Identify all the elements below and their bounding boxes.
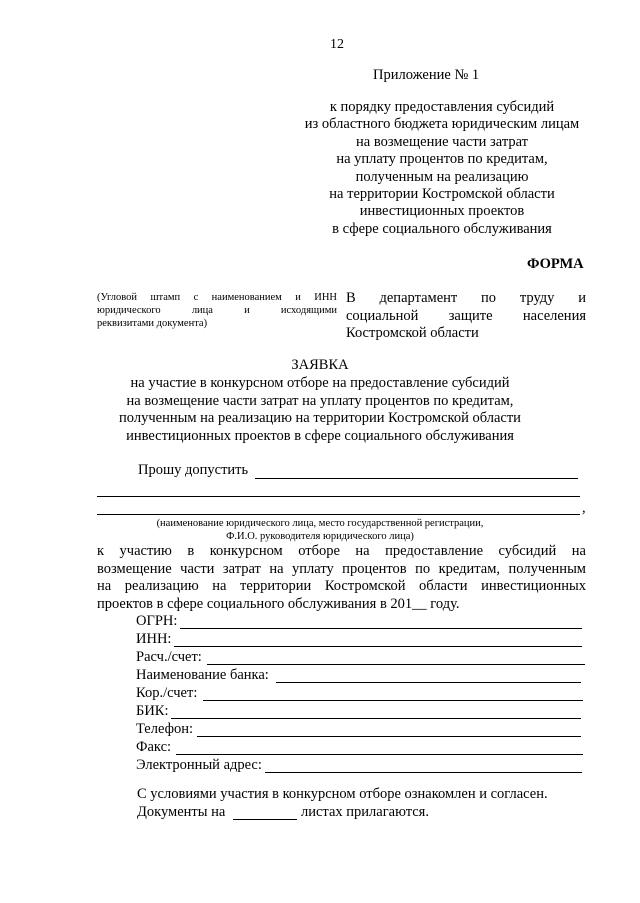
appendix-line: к порядку предоставления субсидий [329,99,555,115]
subtitle-line: на участие в конкурсном отборе на предоставление субсидий [130,375,510,391]
appendix-line: на уплату процентов по кредитам, [336,151,548,168]
field-label-email: Электронный адрес: [136,757,262,773]
appendix-line: полученным на реализацию [355,168,529,185]
account-field[interactable] [207,664,585,665]
body-line: на реализацию на территории Костромской области инвестиционных [97,578,586,594]
body-paragraph [97,543,586,613]
appendix-line: на территории Костромской области [329,186,555,203]
appendix-line: инвестиционных проектов [359,203,525,220]
field-label-phone: Телефон: [136,721,194,737]
field-label-bank-name: Наименование банка: [136,667,269,683]
addressee-block [346,290,586,343]
field-label-bik: БИК: [136,703,169,719]
ogrn-field[interactable] [180,628,582,629]
appendix-line: на возмещение части затрат [356,133,528,150]
subtitle-line: на возмещение части затрат на уплату процентов по кредитам, [126,392,514,409]
body-line: к участию в конкурсном отборе на предоставление субсидий на [97,543,586,559]
subtitle-line: инвестиционных проектов в сфере социального обслуживания [126,427,514,444]
field-label-corr-account: Кор./счет: [136,685,198,701]
applicant-name-field-line2[interactable] [97,496,580,497]
form-label: ФОРМА [527,256,584,272]
field-label-ogrn: ОГРН: [136,613,178,629]
documents-pages-field[interactable] [233,819,297,820]
application-title: ЗАЯВКА [291,357,349,373]
appendix-description [292,99,592,238]
request-hint: (наименование юридического лица, место государственной регистрации, [156,518,484,529]
appendix-title: Приложение № 1 [373,67,480,83]
request-label: Прошу допустить [138,462,249,478]
stamp-line: (Угловой штамп с наименованием и ИНН [97,292,337,303]
stamp-line: реквизитами документа) [97,318,208,329]
stamp-line: юридического лица и исходящими [97,305,337,316]
addressee-line: В департамент по труду и [346,290,586,306]
body-line: проектов в сфере социального обслуживания в 201__ году. [97,595,460,612]
closing-documents-prefix: Документы на [137,804,226,820]
field-label-account: Расч./счет: [136,649,202,665]
inn-field[interactable] [174,646,582,647]
applicant-name-field[interactable] [255,478,578,479]
closing-agreement: С условиями участия в конкурсном отборе ознакомлен и согласен. [137,786,548,802]
email-field[interactable] [265,772,582,773]
phone-field[interactable] [197,736,581,737]
application-subtitle [100,375,540,445]
bik-field[interactable] [171,718,581,719]
corner-stamp [97,291,337,330]
subtitle-line: полученным на реализацию на территории Костромской области [119,410,521,426]
page-number: 12 [330,37,344,52]
body-line: возмещение части затрат на уплату процентов по кредитам, полученным [97,560,586,577]
request-comma: , [582,500,586,516]
addressee-line: социальной защите населения [346,307,586,324]
appendix-line: из областного бюджета юридическим лицам [304,116,580,133]
closing-documents-suffix: листах прилагаются. [301,804,429,820]
field-label-inn: ИНН: [136,631,172,647]
addressee-line: Костромской области [346,325,479,341]
field-label-fax: Факс: [136,739,172,755]
bank-name-field[interactable] [276,682,581,683]
fax-field[interactable] [176,754,583,755]
corr-account-field[interactable] [203,700,583,701]
request-hint: Ф.И.О. руководителя юридического лица) [226,531,414,542]
applicant-name-field-line3[interactable] [97,514,580,515]
appendix-line: в сфере социального обслуживания [332,220,552,237]
